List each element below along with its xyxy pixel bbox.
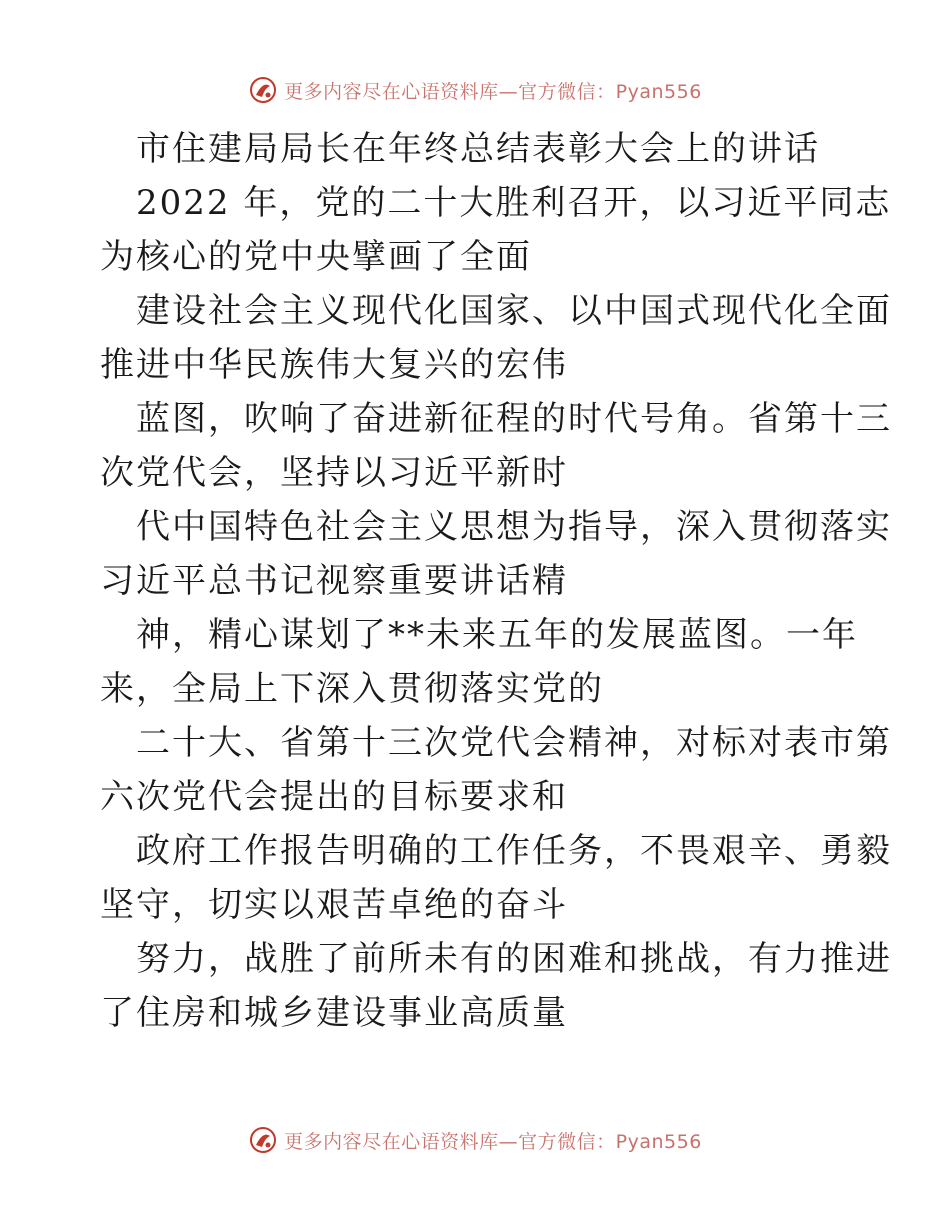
paragraph-line: 建设社会主义现代化国家、以中国式现代化全面 (136, 291, 892, 331)
paragraph-line: 来，全局上下深入贯彻落实党的 (100, 669, 604, 709)
paragraph-line: 蓝图，吹响了奋进新征程的时代号角。省第十三 (136, 399, 892, 439)
paragraph-line: 为核心的党中央擘画了全面 (100, 237, 532, 277)
paragraph-line: 二十大、省第十三次党代会精神，对标对表市第 (136, 723, 892, 763)
paragraph-line: 了住房和城乡建设事业高质量 (100, 993, 568, 1033)
paragraph-line: 推进中华民族伟大复兴的宏伟 (100, 345, 568, 385)
paragraph-line: 次党代会，坚持以习近平新时 (100, 453, 568, 493)
paragraph-line: 坚守，切实以艰苦卓绝的奋斗 (100, 885, 568, 925)
brand-logo-icon (248, 75, 278, 105)
paragraph-line: 代中国特色社会主义思想为指导，深入贯彻落实 (136, 507, 892, 547)
footer-watermark-banner (0, 1120, 950, 1160)
watermark-text: 更多内容尽在心语资料库—官方微信：Pyan556 (284, 1130, 702, 1153)
document-title: 市住建局局长在年终总结表彰大会上的讲话 (136, 129, 820, 169)
paragraph-line: 2022 年，党的二十大胜利召开，以习近平同志 (136, 183, 892, 223)
paragraph-line: 习近平总书记视察重要讲话精 (100, 561, 568, 601)
watermark-text: 更多内容尽在心语资料库—官方微信：Pyan556 (284, 80, 702, 103)
paragraph-line: 神，精心谋划了**未来五年的发展蓝图。一年 (136, 615, 858, 655)
header-watermark-banner (0, 70, 950, 110)
paragraph-line: 六次党代会提出的目标要求和 (100, 777, 568, 817)
paragraph-line: 努力，战胜了前所未有的困难和挑战，有力推进 (136, 939, 892, 979)
brand-logo-icon (248, 1125, 278, 1155)
document-body (100, 122, 892, 1040)
paragraph-line: 政府工作报告明确的工作任务，不畏艰辛、勇毅 (136, 831, 892, 871)
